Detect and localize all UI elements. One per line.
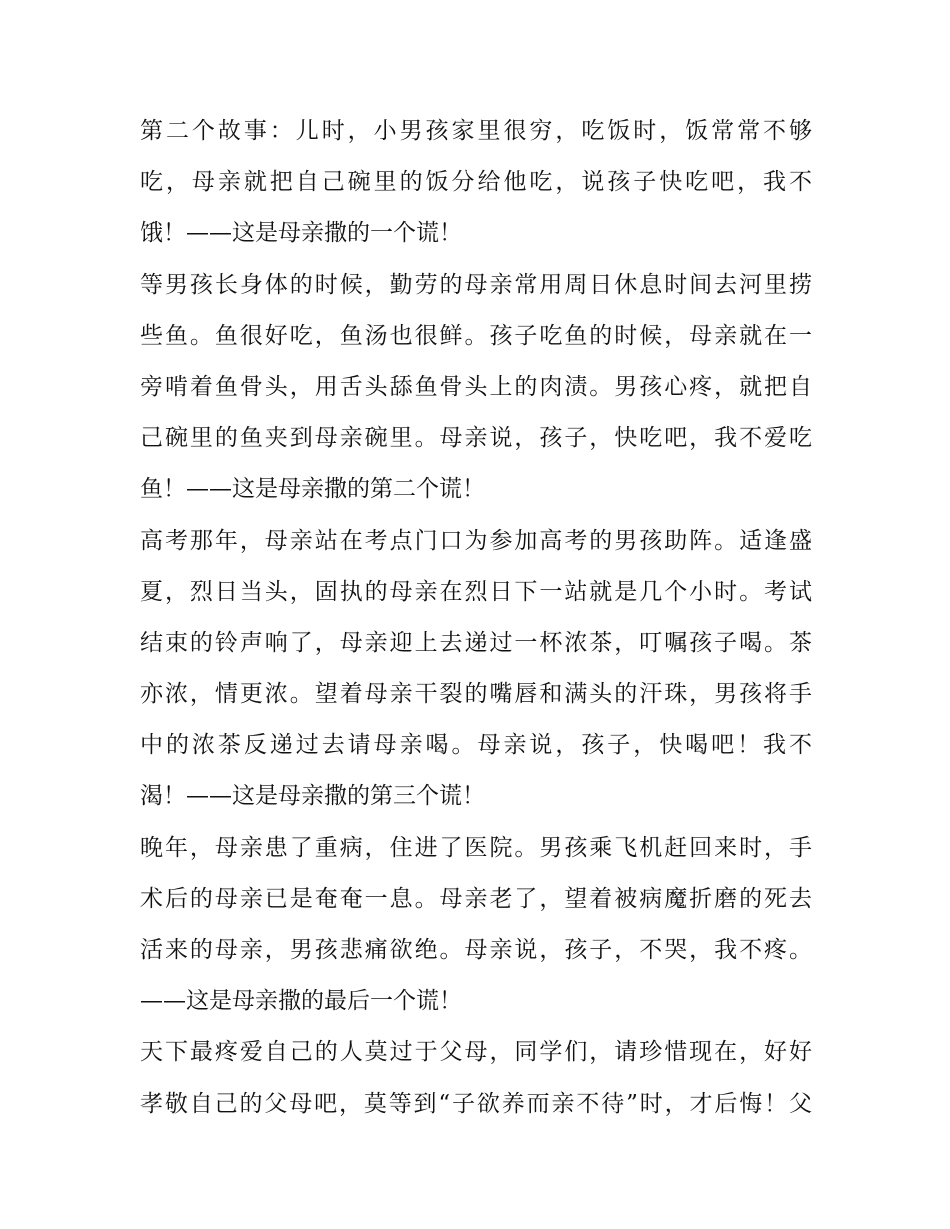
text-line: 天下最疼爱自己的人莫过于父母，同学们，请珍惜现在，好好 xyxy=(140,1039,812,1066)
text-line: ——这是母亲撒的最后一个谎！ xyxy=(140,988,462,1015)
text-line: 亦浓，情更浓。望着母亲干裂的嘴唇和满头的汗珠，男孩将手 xyxy=(140,681,812,708)
text-line: 术后的母亲已是奄奄一息。母亲老了，望着被病魔折磨的死去 xyxy=(140,885,812,912)
text-line: 饿！——这是母亲撒的一个谎！ xyxy=(140,220,462,247)
document-body xyxy=(140,106,812,1130)
text-line: 等男孩长身体的时候，勤劳的母亲常用周日休息时间去河里捞 xyxy=(140,271,812,298)
text-line: 己碗里的鱼夹到母亲碗里。母亲说，孩子，快吃吧，我不爱吃 xyxy=(140,425,812,452)
text-line: 晚年，母亲患了重病，住进了医院。男孩乘飞机赶回来时，手 xyxy=(140,834,812,861)
text-line: 旁啃着鱼骨头，用舌头舔鱼骨头上的肉渍。男孩心疼，就把自 xyxy=(140,373,812,400)
text-line: 孝敬自己的父母吧，莫等到“子欲养而亲不待”时，才后悔！父 xyxy=(140,1090,812,1117)
text-line: 高考那年，母亲站在考点门口为参加高考的男孩助阵。适逢盛 xyxy=(140,527,812,554)
text-line: 夏，烈日当头，固执的母亲在烈日下一站就是几个小时。考试 xyxy=(140,578,812,605)
text-line: 活来的母亲，男孩悲痛欲绝。母亲说，孩子，不哭，我不疼。 xyxy=(140,937,812,963)
text-line: 吃，母亲就把自己碗里的饭分给他吃，说孩子快吃吧，我不 xyxy=(140,169,812,196)
text-line: 些鱼。鱼很好吃，鱼汤也很鲜。孩子吃鱼的时候，母亲就在一 xyxy=(140,322,812,349)
text-line: 鱼！——这是母亲撒的第二个谎！ xyxy=(140,476,485,503)
text-line: 第二个故事：儿时，小男孩家里很穷，吃饭时，饭常常不够 xyxy=(140,118,812,144)
text-line: 结束的铃声响了，母亲迎上去递过一杯浓茶，叮嘱孩子喝。茶 xyxy=(140,629,812,656)
text-line: 渴！——这是母亲撒的第三个谎！ xyxy=(140,783,485,810)
text-line: 中的浓茶反递过去请母亲喝。母亲说，孩子，快喝吧！我不 xyxy=(140,732,812,759)
